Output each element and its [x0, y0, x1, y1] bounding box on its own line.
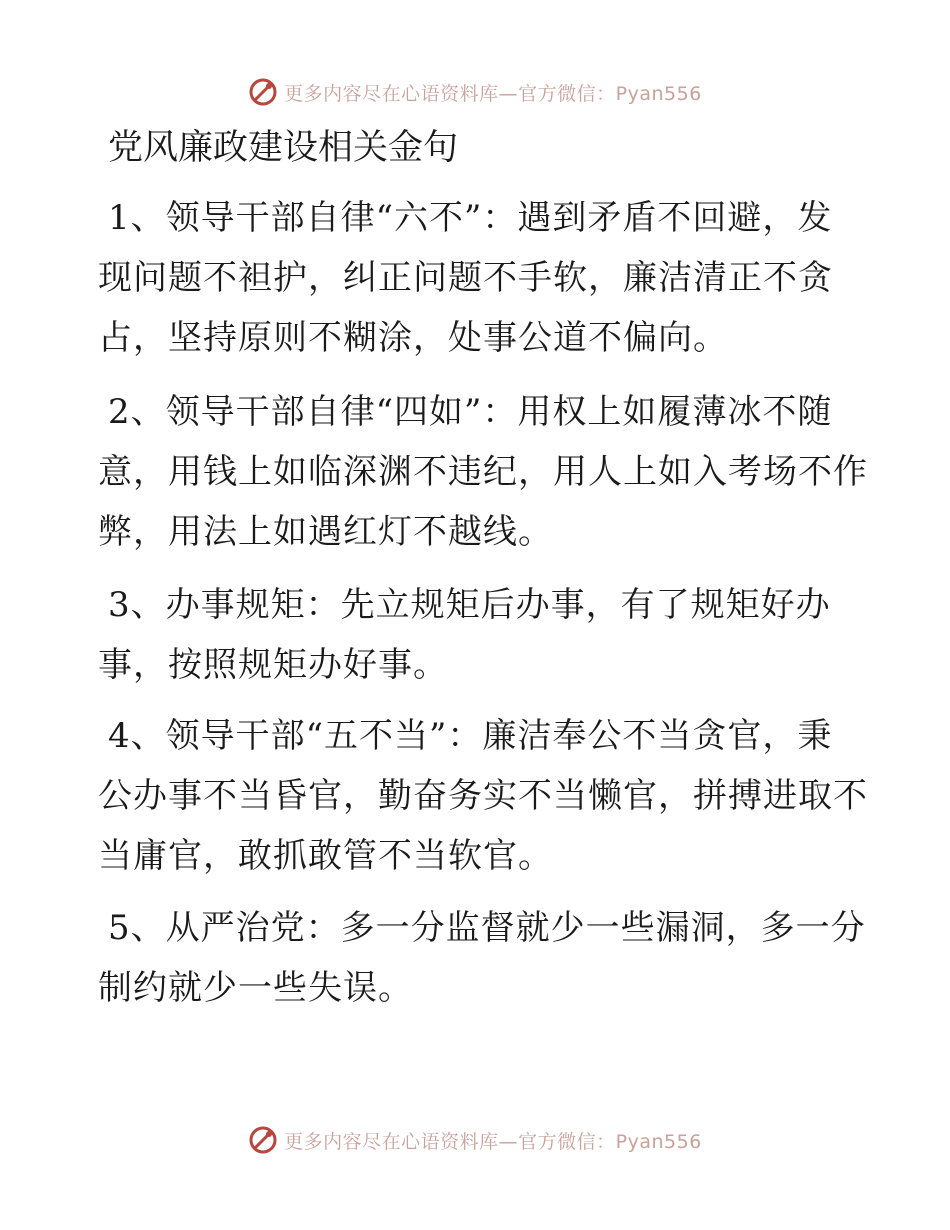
paragraph-line: 弊，用法上如遇红灯不越线。: [98, 512, 553, 552]
brush-circle-logo-icon: [248, 77, 278, 107]
paragraph-line: 现问题不袒护，纠正问题不手软，廉洁清正不贪: [98, 258, 833, 298]
watermark-text: 更多内容尽在心语资料库—官方微信：Pyan556: [284, 82, 702, 105]
watermark-text: 更多内容尽在心语资料库—官方微信：Pyan556: [284, 1130, 702, 1153]
paragraph-2: [98, 382, 868, 562]
paragraph-line: 公办事不当昏官，勤奋务实不当懒官，拼搏进取不: [98, 776, 868, 816]
header-watermark: [0, 72, 950, 112]
paragraph-line: 4、领导干部“五不当”：廉洁奉公不当贪官，秉: [108, 716, 833, 756]
brush-circle-logo-icon: [248, 1125, 278, 1155]
paragraph-line: 1、领导干部自律“六不”：遇到矛盾不回避，发: [108, 198, 833, 238]
paragraph-line: 事，按照规矩办好事。: [98, 645, 448, 685]
paragraph-line: 占，坚持原则不糊涂，处事公道不偏向。: [98, 318, 728, 358]
footer-watermark: [0, 1120, 950, 1160]
paragraph-4: [98, 706, 868, 886]
paragraph-line: 当庸官，敢抓敢管不当软官。: [98, 836, 553, 876]
paragraph-line: 5、从严治党：多一分监督就少一些漏洞，多一分: [108, 908, 866, 948]
paragraph-line: 2、领导干部自律“四如”：用权上如履薄冰不随: [108, 392, 833, 432]
paragraph-line: 制约就少一些失误。: [98, 968, 413, 1008]
paragraph-1: [98, 188, 858, 368]
paragraph-line: 意，用钱上如临深渊不违纪，用人上如入考场不作: [98, 452, 868, 492]
paragraph-5: [98, 898, 866, 1018]
paragraph-line: 3、办事规矩：先立规矩后办事，有了规矩好办: [108, 585, 831, 625]
paragraph-3: [98, 575, 858, 695]
document-title: 党风廉政建设相关金句: [108, 128, 459, 168]
